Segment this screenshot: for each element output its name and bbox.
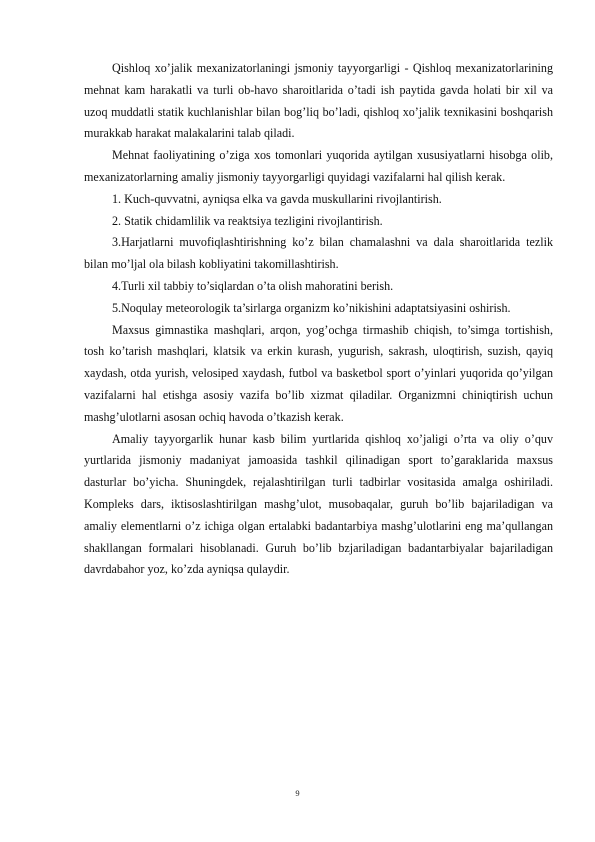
document-page bbox=[84, 58, 553, 581]
list-item-3: 3.Harjatlarni muvofiqlashtirishning ko’z bilan chamalashni va dala sharoitlarida tezlik bilan mo’ljal ola bilash kobliyatini takomillashtirish. bbox=[84, 235, 553, 272]
paragraph-intro: Qishloq xo’jalik mexanizatorlaningi jsmoniy tayyorgarligi - Qishloq mexanizatorlarining mehnat kam harakatli va turli ob-havo sharoitlarida o’tadi ish paytida gavda holati bir xil va uzoq muddatli statik kuchlanishlar bilan bog’liq bo’ladi, qishloq xo’jalik texnikasini boshqarish murakkab harakat malakalarini talab qiladi. bbox=[84, 61, 553, 141]
list-item-1: 1. Kuch-quvvatni, ayniqsa elka va gavda muskullarini rivojlantirish. bbox=[112, 191, 442, 206]
list-item-2: 2. Statik chidamlilik va reaktsiya tezligini rivojlantirish. bbox=[112, 213, 383, 228]
list-item-5: 5.Noqulay meteorologik ta’sirlarga organizm ko’nikishini adaptatsiyasini oshirish. bbox=[112, 300, 511, 315]
list-item-4: 4.Turli xil tabbiy to’siqlardan o’ta olish mahoratini berish. bbox=[112, 278, 394, 293]
paragraph-exercises: Maxsus gimnastika mashqlari, arqon, yog’ochga tirmashib chiqish, to’simga tortishish, tosh ko’tarish mashqlari, klatsik va erkin kurash, yugurish, sakrash, uloqtirish, suzish, qayiq xaydash, otda yurish, velosiped xaydash, futbol va basketbol sport o’yinlari yuqorida qo’yilgan vazifalarni hal etishga asosiy vazifa bo’lib xizmat qiladilar. Organizmni chiniqtirish uchun mashg’ulotlarni asosan ochiq havoda o’tkazish kerak. bbox=[84, 322, 553, 424]
paragraph-practical-training: Amaliy tayyorgarlik hunar kasb bilim yurtlarida qishloq xo’jaligi o’rta va oliy o’quv yurtlarida jismoniy madaniyat jamoasida tashkil qilinadigan sport to’garaklarida maxsus dasturlar bo’yicha. Shuningdek, rejalashtirilgan turli tadbirlar vositasida amalga oshiriladi. Kompleks dars, iktisoslashtirilgan mashg’ulot, musobaqalar, guruh bo’lib bajariladigan va amaliy elementlarni o’z ichiga olgan ertalabki badantarbiya mashg’ulotlarini eng ma’qullangan shakllangan formalari hisoblanadi. Guruh bo’lib bzjariladigan badantarbiyalar bajariladigan davrdabahor yoz, ko’zda ayniqsa qulaydir. bbox=[84, 431, 553, 577]
page-number: 9 bbox=[295, 788, 300, 798]
paragraph-tasks-intro: Mehnat faoliyatining o’ziga xos tomonlari yuqorida aytilgan xususiyatlarni hisobga olib, mexanizatorlarning amaliy jismoniy tayyorgarligi quyidagi vazifalarni hal qilish kerak. bbox=[84, 148, 553, 184]
